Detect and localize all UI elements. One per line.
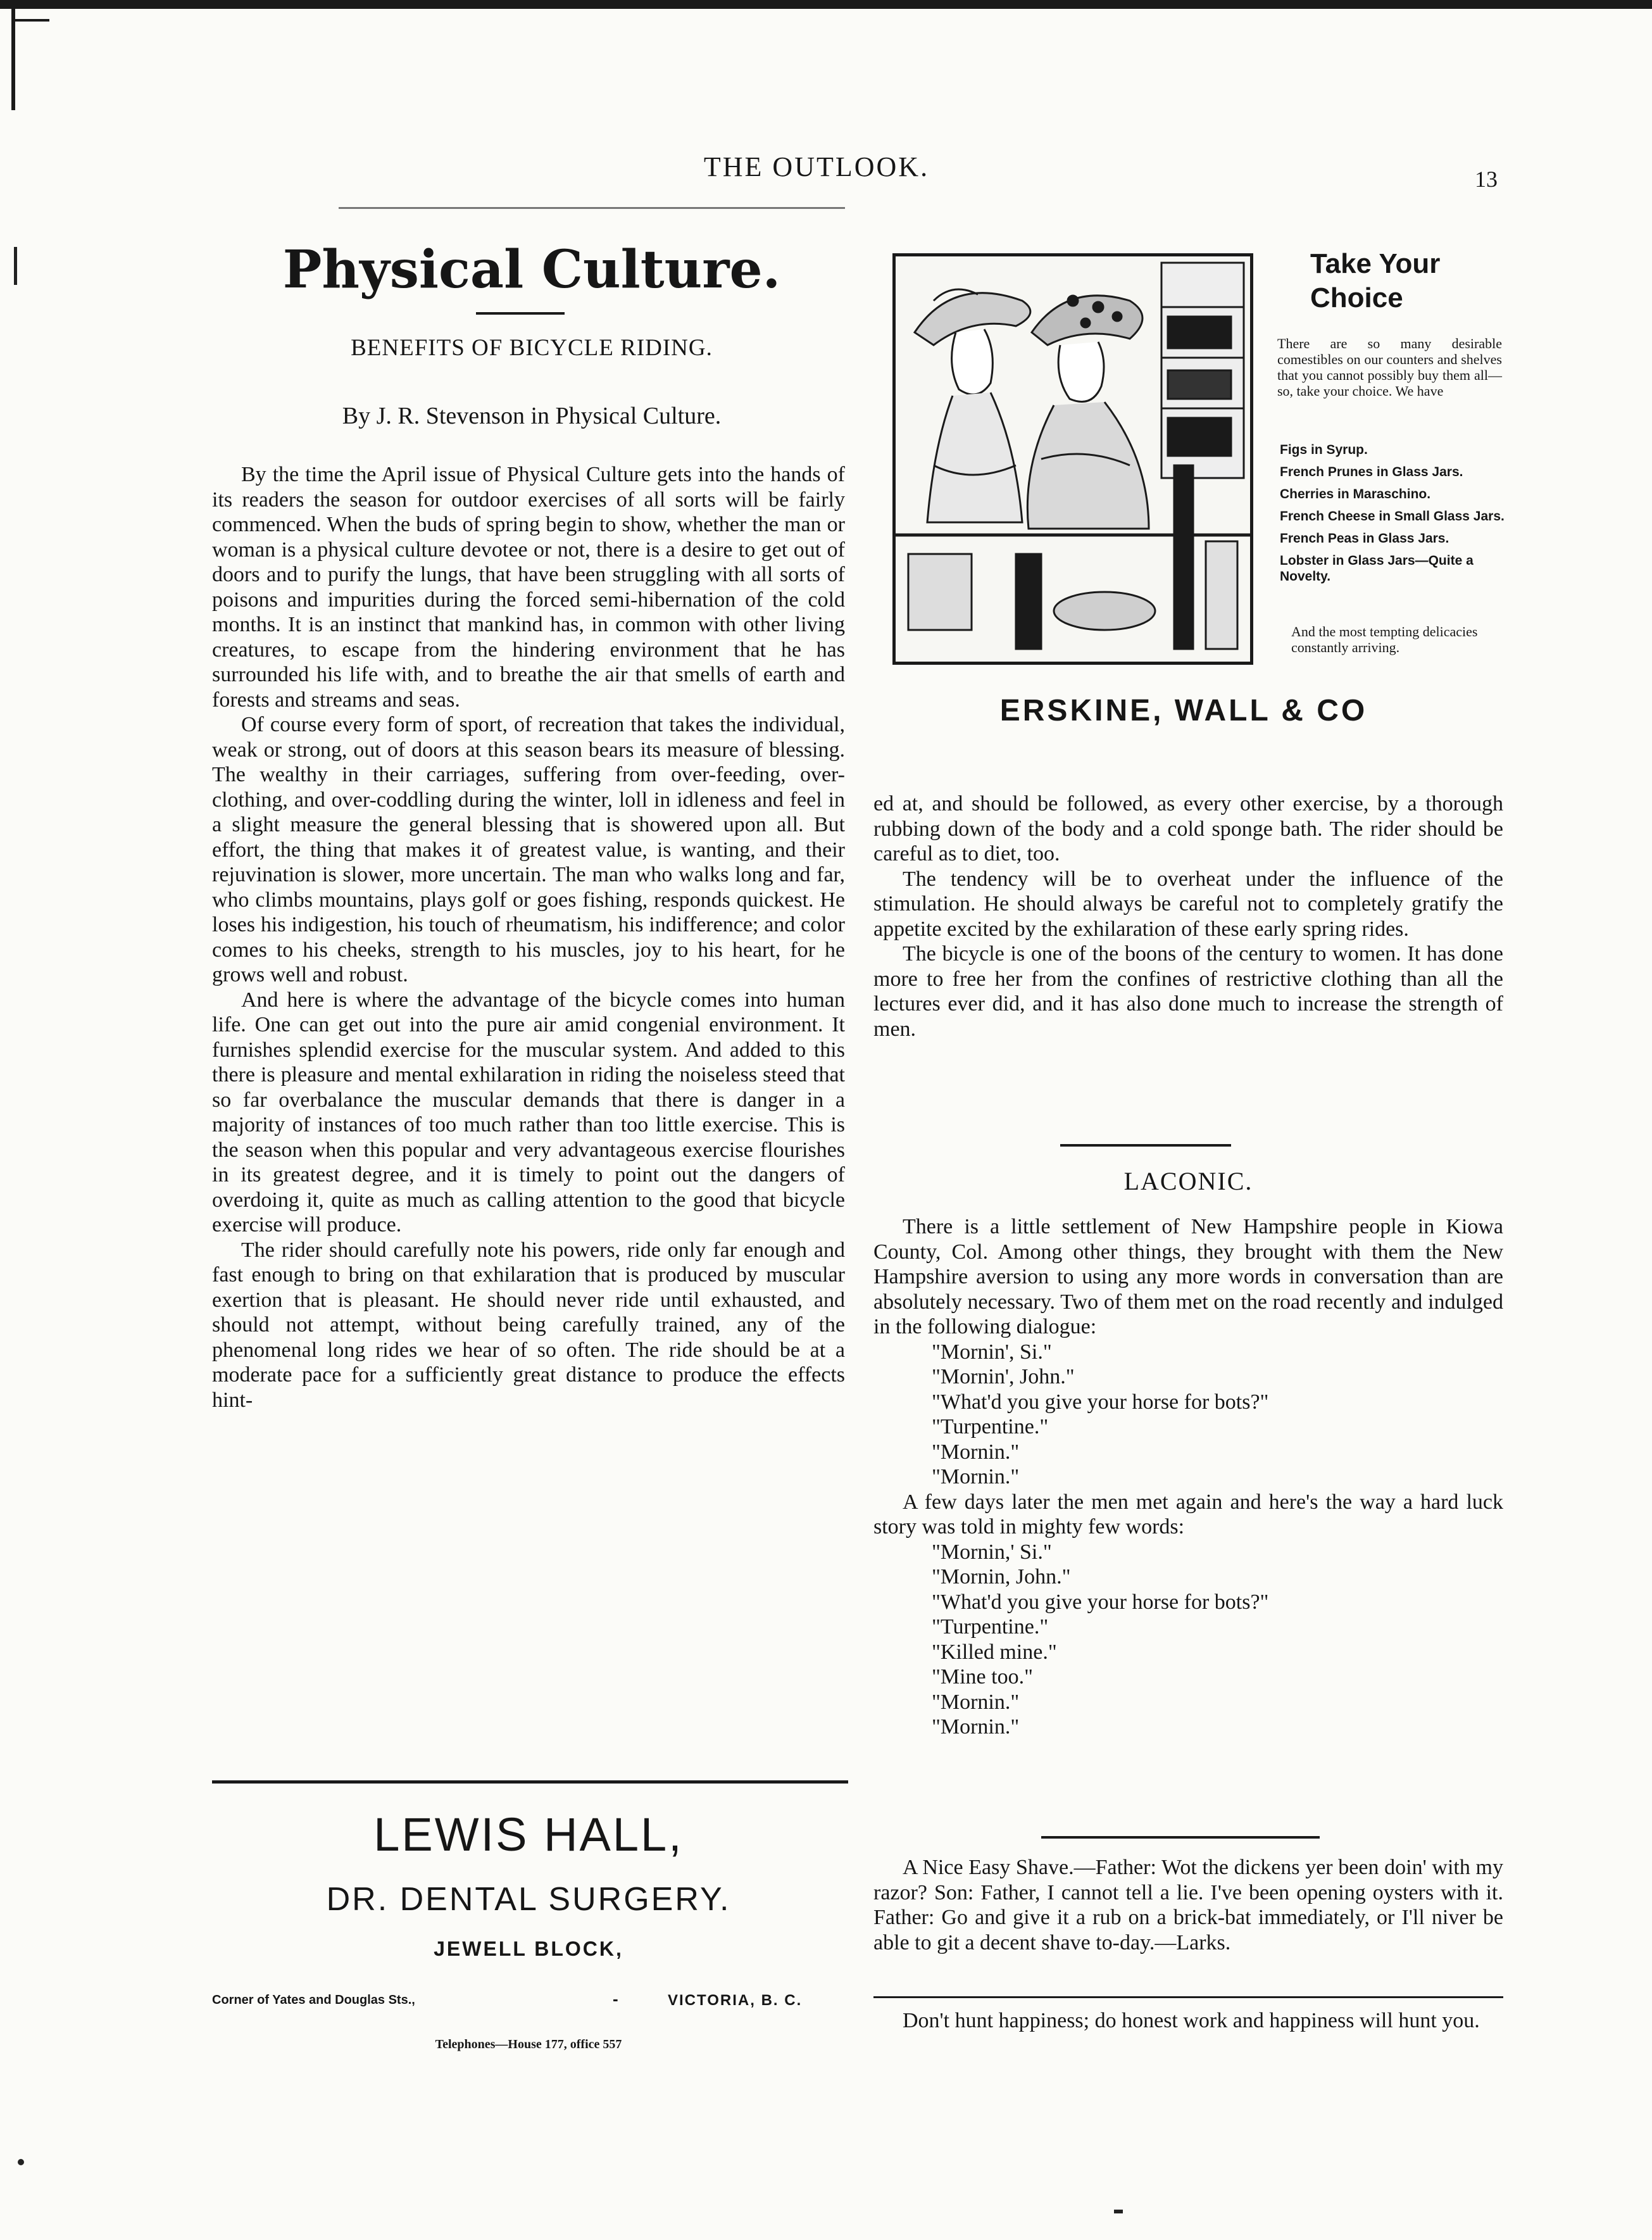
paragraph: A Nice Easy Shave.—Father: Wot the dickens yer been doin' with my razor? Son: Father, I cannot tell a lie. I've been opening oysters with it. Father: Go and give it a rub on a brick-bat immediately, or I'll niver be able to git a decent shave to-day.—Larks. [873, 1856, 1503, 1954]
dialogue-line: "What'd you give your horse for bots?" [932, 1390, 1269, 1414]
ad-item: Figs in Syrup. [1280, 443, 1368, 457]
heading-rule [476, 312, 565, 315]
ad-city: VICTORIA, B. C. [668, 1992, 803, 2009]
paragraph: The bicycle is one of the boons of the century to women. It has done more to free her from the confines of restrictive clothing than all the lectures ever did, and it has also done much to increase the strength of men. [873, 942, 1503, 1041]
running-head: THE OUTLOOK. [703, 151, 930, 182]
paragraph: Don't hunt happiness; do honest work and happiness will hunt you. [903, 2009, 1480, 2032]
ad-item: Lobster in Glass Jars—Quite a Novelty. [1280, 553, 1474, 584]
ad-closing: And the most tempting delicacies constantly arriving. [1291, 624, 1478, 655]
dialogue-line: "Mornin', Si." [932, 1340, 1052, 1364]
laconic-heading: LACONIC. [1123, 1167, 1253, 1195]
article-body [212, 462, 845, 1413]
dialogue-line: "Mine too." [932, 1665, 1033, 1689]
dialogue-line: "Mornin." [932, 1715, 1020, 1739]
ad-dash: - [613, 1989, 618, 2008]
dialogue-line: "Mornin,' Si." [932, 1540, 1052, 1564]
ad-telephones: Telephones—House 177, office 557 [435, 2037, 622, 2051]
article-byline: By J. R. Stevenson in Physical Culture. [342, 403, 722, 429]
ad-item: French Prunes in Glass Jars. [1280, 465, 1463, 479]
laconic-story [873, 1214, 1503, 1740]
ad-item: French Cheese in Small Glass Jars. [1280, 509, 1505, 524]
paragraph: A few days later the men met again and here's the way a hard luck story was told in mighty few words: [873, 1490, 1503, 1538]
two-ladies-illustration [896, 256, 1250, 662]
article-heading: Physical Culture. [282, 239, 781, 300]
scan-top-border [0, 0, 1652, 9]
dialogue-line: "Killed mine." [932, 1640, 1057, 1664]
ad-items-list [1280, 442, 1505, 584]
scan-speck [1114, 2210, 1123, 2213]
closing-quote [873, 2008, 1503, 2034]
paragraph: ed at, and should be followed, as every other exercise, by a thorough rubbing down of the body and a cold sponge bath. The rider should be careful as to diet, too. [873, 792, 1503, 865]
ad-item: French Peas in Glass Jars. [1280, 531, 1449, 546]
dialogue-line: "Mornin, John." [932, 1565, 1071, 1589]
article-subheading: BENEFITS OF BICYCLE RIDING. [351, 335, 713, 361]
article-continued [873, 791, 1503, 1041]
dialogue-line: "Mornin." [932, 1465, 1020, 1488]
ad-block: JEWELL BLOCK, [434, 1937, 623, 1960]
scan-left-mark [11, 9, 15, 110]
ad-name: LEWIS HALL, [373, 1808, 684, 1861]
page-number: 13 [1475, 167, 1498, 192]
ad-item: Cherries in Maraschino. [1280, 487, 1431, 501]
dialogue-line: "Turpentine." [932, 1415, 1049, 1438]
scan-speck [14, 247, 17, 285]
scan-left-mark-2 [11, 19, 49, 22]
ad-title: DR. DENTAL SURGERY. [326, 1881, 731, 1918]
paragraph: The rider should carefully note his powers, ride only far enough and fast enough to bring on that exhilaration that is produced by muscular exertion that is pleasant. He should never ride until exhausted, and should not attempt, without being carefully trained, any of the phenomenal long rides we hear of so often. The ride should be at a moderate pace for a sufficiently great distance to produce the effects hint- [212, 1238, 845, 1412]
section-rule [1041, 1836, 1320, 1839]
dialogue-line: "Mornin." [932, 1690, 1020, 1714]
section-rule [873, 1996, 1503, 1998]
dialogue-line: "What'd you give your horse for bots?" [932, 1590, 1269, 1614]
dialogue-line: "Mornin', John." [932, 1365, 1075, 1388]
ad-address: Corner of Yates and Douglas Sts., [212, 1993, 415, 2007]
paragraph: There is a little settlement of New Hampshire people in Kiowa County, Col. Among other things, they brought with them the New Hampshire aversion to using any more words in conversation than are absolutely necessary. Two of them met on the road recently and indulged in the following dialogue: [873, 1215, 1503, 1338]
paragraph: And here is where the advantage of the bicycle comes into human life. One can get out into the pure air amid congenial environment. It furnishes splendid exercise for the muscular system. And added to this there is pleasure and mental exhilaration in riding the noiseless steed that so far overbalance the muscular demands that there is danger in a majority of instances of too much rather than too little exercise. This is the season when this popular and very advantageous exercise flourishes in its greatest degree, and it is timely to point out the dangers of overdoing it, quite as much as calling attention to the good that bicycle exercise will produce. [212, 988, 845, 1236]
ad-intro: There are so many desirable comestibles on our counters and shelves that you cannot possibly buy them all—so, take your choice. We have [1277, 336, 1502, 399]
paragraph: Of course every form of sport, of recreation that takes the individual, weak or strong, out of doors at this season bears its measure of blessing. The wealthy in their carriages, suffering from over-feeding, over-clothing, and over-coddling during the winter, loll in idleness and feel in a slight measure the general blessing that is showered upon all. But effort, the thing that makes it of greatest value, is wanting, and their rejuvination is slower, more uncertain. The man who walks long and far, who climbs mountains, plays golf or goes fishing, responds quickest. He loses his indigestion, his touch of rheumatism, his indifference; and color comes to his cheeks, strength to his muscles, joy to his heart, for he grows well and robust. [212, 713, 845, 986]
ad-top-rule [212, 1780, 848, 1784]
shave-anecdote [873, 1855, 1503, 1955]
header-rule [339, 207, 845, 209]
ad-take-your-choice: Take Your Choice [1310, 248, 1441, 313]
ad-firm-name: ERSKINE, WALL & CO [999, 694, 1368, 727]
paragraph: The tendency will be to overheat under the influence of the stimulation. He should always be careful not to completely gratify the appetite excited by the exhilaration of these early spring rides. [873, 867, 1503, 941]
grocery-illustration [892, 253, 1253, 665]
scan-speck [18, 2159, 24, 2165]
section-rule [1060, 1144, 1231, 1147]
dialogue-line: "Mornin." [932, 1440, 1020, 1464]
dialogue-line: "Turpentine." [932, 1615, 1049, 1639]
paragraph: By the time the April issue of Physical Culture gets into the hands of its readers the season for outdoor exercises of all sorts will be fairly commenced. When the buds of spring begin to show, whether the man or woman is a physical culture devotee or not, there is a desire to get out of doors and to purify the lungs, that have been struggling with all sorts of poisons and impurities during the forced semi-hibernation of the cold months. It is an instinct that mankind has, in common with other living creatures, to escape from the hindering environment that he has surrounded his life with, and to breathe the air that smells of earth and forests and streams and seas. [212, 463, 845, 712]
